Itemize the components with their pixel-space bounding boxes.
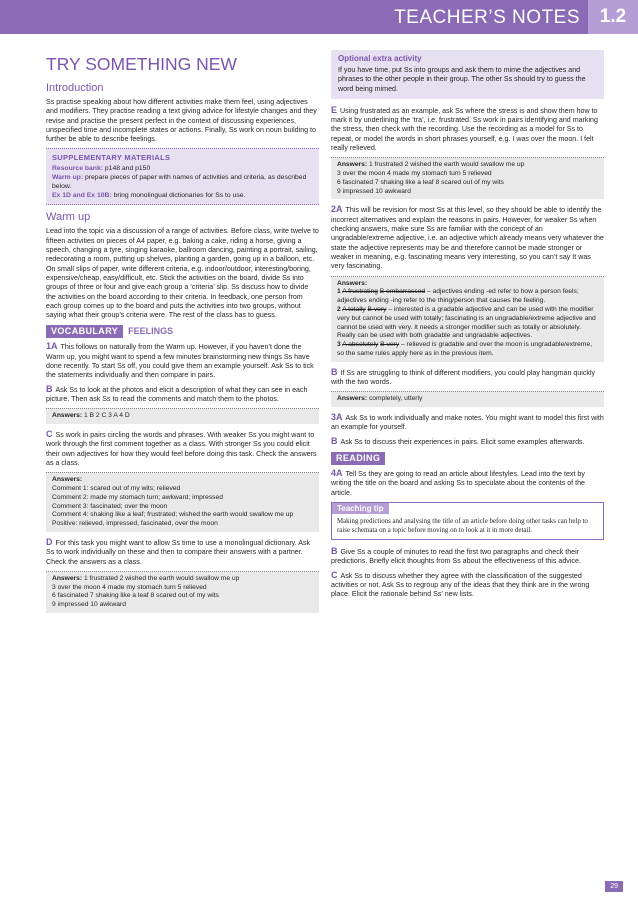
warmup-heading: Warm up [46, 211, 91, 224]
answer-item: 1 A frustrating B embarrassed – adjectives ending -ed refer to how a person feels; adjectives ending -ing refer to the thing/person that causes the feeling. [337, 288, 579, 305]
vocabulary-label: VOCABULARY [46, 325, 123, 338]
warmup-text: Lead into the topic via a discussion of a range of activities. Before class, write twelve to fifteen activities on pieces of A4 paper, e.g. baking a cake, riding a horse, giving a speech, changing a tyre, singing karaoke, ballroom dancing, painting a portrait, sailing, redecorating a room, putting up shelves, planting a garden, going up in a balloon, etc. On small slips of paper, write different criteria, e.g. indoor/outdoor, interesting/boring, expensive/cheap, easy/difficult, etc. Stick the activities on the board, divide Ss into groups of three or four and give each group a ‘criteria’ slip. Ss discuss how to divide the activities on the board according to their criteria. In feedback, one person from each group comes up to the board and puts the activities into two groups, without saying what their group’s criteria were. The rest of the class has to guess. [46, 227, 319, 320]
answers-1c: Answers: Comment 1: scared out of my wits; relieved Comment 2: made my stomach turn; awkward; impressed Comment 3: fascinated; over the moon Comment 4: shaking like a leaf; frustrated; wished the earth would swallow me up Positive: relieved, impressed, fascinated, over the moon [46, 472, 319, 532]
answers-1d: Answers: 1 frustrated 2 wished the earth would swallow me up 3 over the moon 4 made my stomach turn 5 relieved 6 fascinated 7 shaking like a leaf 8 scared out of my wits 9 impressed 10 awkward [46, 571, 319, 613]
exercise-1b: B Ask Ss to look at the photos and elicit a description of what they can see in each picture. Then ask Ss to read the comments and match them to the photos. [46, 383, 308, 403]
answer-line: 6 fascinated 7 shaking like a leaf 8 scared out of my wits [337, 178, 504, 186]
lesson-title: TRY SOMETHING NEW [46, 54, 237, 74]
reading-label: READING [331, 452, 385, 465]
exercise-3a: 3A Ask Ss to work individually and make notes. You might want to model this first with an example for yourself. [331, 412, 604, 432]
supplementary-materials-box [46, 148, 319, 205]
exercise-4a: 4A Tell Ss they are going to read an article about lifestyles. Lead into the text by writing the title on the board and asking Ss to speculate about the contents of the article. [331, 468, 585, 497]
exercise-2b: B If Ss are struggling to think of different modifiers, you could play hangman quickly with the two words. [331, 366, 596, 387]
exercise-1e: E Using frustrated as an example, ask Ss where the stress is and show them how to mark it by underlining the ‘tra’, i.e. frustrated. Ss work in pairs identifying and marking the stress, then check with the recording. Use the recording as a model for Ss to repeat, or model the words in short phrases yourself, e.g. I was over the moon. I felt really relieved. [331, 104, 598, 152]
teaching-tip-title: Teaching tip [332, 503, 389, 514]
answer-line: Comment 1: scared out of my wits; relieved [52, 485, 181, 493]
supp-line-2: Warm up: prepare pieces of paper with names of activities and criteria, as described below. [52, 174, 307, 191]
unit-number: 1.2 [588, 0, 638, 34]
exercise-2a: 2A This will be revision for most Ss at this level, so they should be able to identify the incorrect alternatives and explain the reasons in pairs. However, for weaker Ss when checking answers, make sure Ss are familiar with the concept of an ungradable/extreme adjective, i.e. an adjective which already means very whatever the state the adjective represents may be and therefore cannot be made stronger or weaker in meaning, e.g. fascinating means very interesting, so you can’t say It was very fascinating. [331, 204, 604, 271]
answers-1e: Answers: 1 frustrated 2 wished the earth would swallow me up 3 over the moon 4 made my stomach turn 5 relieved 6 fascinated 7 shaking like a leaf 8 scared out of my wits 9 impressed 10 awkward [331, 157, 604, 199]
optional-text: If you have time, put Ss into groups and ask them to mime the adjectives and phrases to the other people in their group. The other Ss should try to guess the word being mimed. [338, 66, 586, 93]
teaching-tip-text: Making predictions and analysing the title of an article before doing other tasks can help to raise schemata on a topic before moving on to look at it in more detail. [337, 517, 588, 534]
vocabulary-section-header [46, 325, 319, 338]
answers-1b: Answers: 1 B 2 C 3 A 4 D [46, 408, 319, 424]
page-header [0, 0, 638, 34]
vocabulary-sub: FEELINGS [128, 326, 174, 337]
optional-extra-activity-box [331, 50, 604, 99]
answer-item: 3 A absolutely B very – relieved is gradable and over the moon is ungradable/extreme, so the same rules apply here as in the previous item. [337, 341, 593, 357]
answers-2a: Answers: 1 A frustrating B embarrassed – adjectives ending -ed refer to how a person feels; adjectives ending -ing refer to the thing/person that causes the feeling. 2 A totally B very – interested is a gradable adjective and can be used with the modifier very but cannot be used with totally; fascinating is an ungradable/extreme adjective and cannot be used with very. It needs a stronger modifier such as totally or absolutely. Really can be used with both gradable and ungradable adjectives. 3 A absolutely B very – relieved is gradable and over the moon is ungradable/extreme, so the same rules apply here as in the previous item. [331, 276, 604, 362]
answers-2b: Answers: completely, utterly [331, 391, 604, 407]
answer-line: Comment 2: made my stomach turn; awkward; impressed [52, 493, 223, 501]
answer-line: Comment 4: shaking like a leaf; frustrated; wished the earth would swallow me up [52, 511, 294, 519]
exercise-1c: C Ss work in pairs circling the words and phrases. With weaker Ss you might want to work through the first comment together as a class. With stronger Ss you could elicit their own adjectives for how they would feel before doing this task. Check the answers as a class. [46, 429, 317, 467]
left-column [46, 50, 319, 619]
answer-line: 9 impressed 10 awkward [52, 601, 126, 609]
page-number: 29 [605, 881, 623, 892]
reading-section-header [331, 452, 604, 465]
answer-line: Positive: relieved, impressed, fascinated, over the moon [52, 520, 218, 528]
exercise-1d: D For this task you might want to allow Ss time to use a monolingual dictionary. Ask Ss to work individually on these and then to compare their answers with a partner. Check the answers as a class. [46, 537, 311, 566]
intro-heading: Introduction [46, 82, 104, 94]
answer-line: Comment 3: fascinated; over the moon [52, 502, 168, 510]
supp-line-3: Ex 1D and Ex 10B: bring monolingual dictionaries for Ss to use. [52, 192, 246, 200]
teaching-tip-box [331, 502, 604, 540]
answer-line: 9 impressed 10 awkward [337, 187, 411, 195]
intro-text: Ss practise speaking about how different activities make them feel, using adjectives and modifiers. They practise reading a text giving advice for lifestyle changes and they revise and practise the present perfect in the context of discussing experiences, unspecified time and incomplete states or actions. Finally, Ss work on noun building to further be able to describe feelings. [46, 98, 317, 144]
right-column [331, 50, 604, 603]
supp-line-1: Resource bank: p148 and p150 [52, 165, 151, 173]
answer-line: 6 fascinated 7 shaking like a leaf 8 scared out of my wits [52, 592, 219, 600]
exercise-4c: C Ask Ss to discuss whether they agree with the classification of the suggested activities or not. Ask Ss to regroup any of the ideas that they think are in the wrong place. Elicit the rationale behind Ss’ new lists. [331, 569, 590, 599]
exercise-3b: B Ask Ss to discuss their experiences in pairs. Elicit some examples afterwards. [331, 435, 585, 446]
exercise-4b: B Give Ss a couple of minutes to read the first two paragraphs and check their predictions. Briefly elicit thoughts from Ss about the effectiveness of this advice. [331, 545, 581, 566]
answer-line: 3 over the moon 4 made my stomach turn 5 relieved [337, 170, 492, 178]
header-title: TEACHER’S NOTES [394, 7, 580, 28]
supplementary-title: SUPPLEMENTARY MATERIALS [52, 153, 171, 163]
optional-title: Optional extra activity [338, 54, 422, 63]
exercise-1a: 1A This follows on naturally from the Warm up. However, if you haven’t done the Warm up, you might want to spend a few minutes brainstorming new things Ss have done recently. To start Ss off, you could give them an example yourself. Ask Ss to tick the statements individually and then compare in pairs. [46, 341, 314, 380]
answer-line: 3 over the moon 4 made my stomach turn 5 relieved [52, 583, 207, 591]
answer-item: 2 A totally B very – interested is a gradable adjective and can be used with the modifier very but cannot be used with totally; fascinating is an ungradable/extreme adjective and cannot be used with very. It needs a stronger modifier such as totally or absolutely. Really can be used with both gradable and ungradable adjectives. [337, 305, 596, 340]
